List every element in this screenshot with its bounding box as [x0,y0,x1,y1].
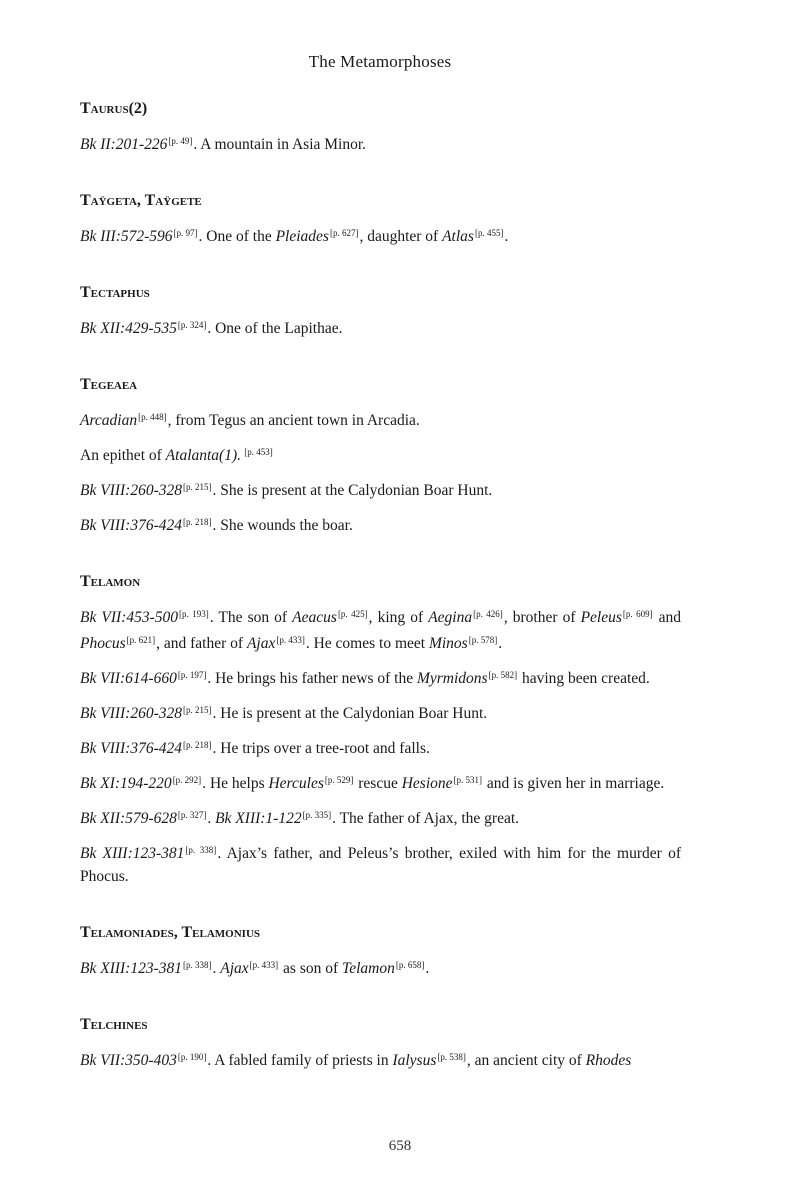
page-reference[interactable]: [p. 197] [177,670,207,680]
body-text: , daughter of [359,228,443,245]
cross-reference[interactable]: Rhodes [585,1052,632,1069]
page-reference[interactable]: [p. 578] [468,635,498,645]
body-text: . He trips over a tree-root and falls. [212,740,430,757]
cross-reference[interactable]: Minos [428,635,468,652]
body-text: . [425,960,430,977]
page-reference[interactable]: [p. 621] [126,635,156,645]
entry-paragraph [80,1046,681,1072]
body-text: and is given her in marriage. [483,775,665,792]
entry-paragraph [80,222,681,248]
cross-reference[interactable]: Bk XII:429-535 [80,320,177,337]
body-text: . [207,810,216,827]
cross-reference[interactable]: Bk III:572-596 [80,228,173,245]
cross-reference[interactable]: Bk XIII:1-122 [215,810,302,827]
cross-reference[interactable]: Phocus [80,635,126,652]
body-text: . One of the [198,228,276,245]
body-text: . She is present at the Calydonian Boar Hunt. [212,482,493,499]
page-reference[interactable]: [p. 338] [183,960,212,970]
glossary-entry [80,98,681,156]
body-text: . The father of Ajax, the great. [332,810,520,827]
page-reference[interactable]: [p. 218] [183,517,212,527]
page-reference[interactable]: [p. 433] [276,635,305,645]
body-text: . [212,960,221,977]
cross-reference[interactable]: Atlas [442,228,474,245]
cross-reference[interactable]: Aegina [428,609,473,626]
page-reference[interactable]: [p. 215] [183,705,212,715]
body-text: . [504,228,509,245]
entry-paragraph [80,699,681,725]
entry-paragraph [80,603,681,655]
body-text: , brother of [503,609,581,626]
page-reference[interactable]: [p. 335] [302,810,332,820]
page-reference[interactable]: [p. 215] [183,482,212,492]
entry-paragraph [80,769,681,795]
entry-paragraph [80,804,681,830]
body-text: . Ajax’s father, and Peleus’s brother, exiled with him for the murder of Phocus. [80,845,681,885]
entry-paragraph [80,130,681,156]
cross-reference[interactable]: Bk VIII:376-424 [80,517,182,534]
page-reference[interactable]: [p. 327] [177,810,207,820]
page-reference[interactable]: [p. 531] [453,775,483,785]
entry-heading: Telamon [80,573,141,590]
body-text: rescue [354,775,402,792]
page-reference[interactable]: [p. 538] [437,1052,466,1062]
entry-heading: Telamoniades, Telamonius [80,924,261,941]
entry-heading: Taurus(2) [80,100,148,117]
cross-reference[interactable]: Bk VIII:260-328 [80,482,182,499]
entry-paragraph [80,664,681,690]
body-text: . He is present at the Calydonian Boar Hunt. [212,705,488,722]
cross-reference[interactable]: Ialysus [392,1052,437,1069]
entry-paragraph [80,954,681,980]
cross-reference[interactable]: Bk VII:614-660 [80,670,177,687]
cross-reference[interactable]: Bk II:201-226 [80,136,168,153]
body-text: . One of the Lapithae. [207,320,343,337]
cross-reference[interactable]: Ajax [220,960,249,977]
body-text: having been created. [518,670,650,687]
glossary-content [80,98,681,1106]
body-text: . [498,635,503,652]
cross-reference[interactable]: Bk VIII:376-424 [80,740,182,757]
body-text: as son of [279,960,343,977]
body-text: . The son of [209,609,293,626]
entry-heading: Telchines [80,1016,148,1033]
cross-reference[interactable]: Hesione [401,775,453,792]
page-reference[interactable]: [p. 627] [329,228,359,238]
cross-reference[interactable]: Telamon [342,960,395,977]
cross-reference[interactable]: Arcadian [80,412,138,429]
page-reference[interactable]: [p. 190] [177,1052,207,1062]
cross-reference[interactable]: Atalanta(1). [165,447,242,464]
body-text: . A fabled family of priests in [207,1052,393,1069]
page-reference[interactable]: [p. 609] [622,609,653,619]
cross-reference[interactable]: Peleus [580,609,622,626]
entry-heading: Tegeaea [80,376,138,393]
cross-reference[interactable]: Myrmidons [416,670,488,687]
page-reference[interactable]: [p. 433] [249,960,279,970]
body-text: . He comes to meet [305,635,429,652]
page-reference[interactable]: [p. 529] [324,775,354,785]
page-reference[interactable]: [p. 453] [242,447,273,457]
glossary-entry [80,282,681,340]
body-text: . He brings his father news of the [207,670,417,687]
body-text: . A mountain in Asia Minor. [193,136,367,153]
page-reference[interactable]: [p. 324] [177,320,207,330]
cross-reference[interactable]: Bk XII:579-628 [80,810,177,827]
cross-reference[interactable]: Hercules [268,775,324,792]
page-reference[interactable]: [p. 425] [337,609,368,619]
cross-reference[interactable]: Ajax [246,635,276,652]
body-text: An epithet of [80,447,166,464]
body-text: , and father of [156,635,247,652]
entry-paragraph [80,839,681,888]
page-reference[interactable]: [p. 455] [474,228,504,238]
cross-reference[interactable]: Bk XIII:123-381 [80,845,185,862]
page-number: 658 [388,1138,412,1154]
entry-paragraph [80,511,681,537]
body-text: . She wounds the boar. [212,517,353,534]
page-reference[interactable]: [p. 582] [488,670,518,680]
cross-reference[interactable]: Bk VIII:260-328 [80,705,182,722]
glossary-entry [80,374,681,537]
body-text: , an ancient city of [466,1052,586,1069]
page-reference[interactable]: [p. 658] [395,960,425,970]
page-reference[interactable]: [p. 97] [173,228,198,238]
cross-reference[interactable]: Bk XIII:123-381 [80,960,182,977]
entry-paragraph [80,406,681,432]
cross-reference[interactable]: Pleiades [275,228,329,245]
cross-reference[interactable]: Bk XI:194-220 [80,775,172,792]
body-text: and [653,609,682,626]
page-reference[interactable]: [p. 193] [179,609,209,619]
page-reference[interactable]: [p. 49] [168,136,193,146]
cross-reference[interactable]: Bk VII:350-403 [80,1052,177,1069]
cross-reference[interactable]: Aeacus [292,609,337,626]
entry-paragraph [80,441,681,467]
entry-heading: Taÿgeta, Taÿgete [80,192,202,209]
running-head: The Metamorphoses [308,52,452,71]
page-reference[interactable]: [p. 218] [183,740,212,750]
cross-reference[interactable]: Bk VII:453-500 [80,609,179,626]
entry-paragraph [80,314,681,340]
page-reference[interactable]: [p. 292] [172,775,202,785]
page-reference[interactable]: [p. 338] [185,845,217,855]
entry-paragraph [80,734,681,760]
page-reference[interactable]: [p. 448] [138,412,167,422]
glossary-entry [80,571,681,888]
glossary-entry [80,1014,681,1072]
body-text: . He helps [202,775,269,792]
glossary-entry [80,922,681,980]
page-reference[interactable]: [p. 426] [473,609,503,619]
body-text: , from Tegus an ancient town in Arcadia. [167,412,420,429]
glossary-entry [80,190,681,248]
body-text: , king of [368,609,429,626]
entry-paragraph [80,476,681,502]
entry-heading: Tectaphus [80,284,150,301]
